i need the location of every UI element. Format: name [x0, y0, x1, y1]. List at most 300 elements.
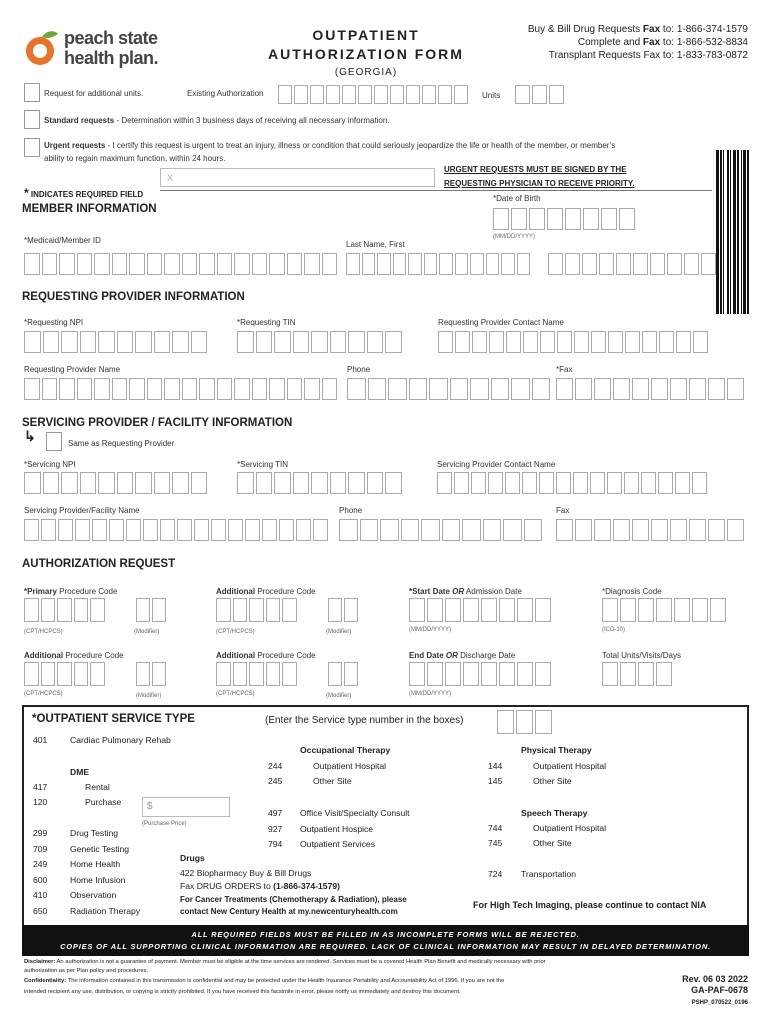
char-box[interactable]	[136, 662, 150, 686]
char-box[interactable]	[294, 85, 308, 104]
char-box[interactable]	[234, 378, 250, 400]
char-box[interactable]	[269, 378, 285, 400]
char-box[interactable]	[216, 598, 231, 622]
char-box[interactable]	[380, 519, 399, 541]
char-box[interactable]	[129, 378, 145, 400]
char-box[interactable]	[701, 253, 716, 275]
char-box[interactable]	[129, 253, 145, 275]
char-box[interactable]	[421, 519, 440, 541]
char-box[interactable]	[152, 662, 166, 686]
char-box[interactable]	[445, 598, 461, 622]
char-box[interactable]	[670, 378, 687, 400]
char-box[interactable]	[408, 253, 422, 275]
char-box[interactable]	[61, 331, 78, 353]
char-box[interactable]	[344, 598, 358, 622]
char-box[interactable]	[344, 662, 358, 686]
char-box[interactable]	[252, 253, 268, 275]
char-box[interactable]	[304, 253, 320, 275]
requesting-fax-input[interactable]	[556, 378, 746, 400]
char-box[interactable]	[160, 519, 175, 541]
char-box[interactable]	[511, 208, 527, 230]
char-box[interactable]	[342, 85, 356, 104]
char-box[interactable]	[591, 331, 606, 353]
char-box[interactable]	[117, 331, 134, 353]
char-box[interactable]	[675, 472, 690, 494]
purchase-price-input[interactable]	[142, 797, 230, 817]
char-box[interactable]	[608, 331, 623, 353]
char-box[interactable]	[540, 331, 555, 353]
char-box[interactable]	[313, 519, 328, 541]
char-box[interactable]	[362, 253, 376, 275]
char-box[interactable]	[573, 472, 588, 494]
units-input[interactable]	[515, 85, 566, 104]
char-box[interactable]	[522, 472, 537, 494]
char-box[interactable]	[147, 253, 163, 275]
servicing-phone-input[interactable]	[339, 519, 544, 541]
additional-modifier-input-3[interactable]	[328, 662, 360, 686]
char-box[interactable]	[282, 662, 297, 686]
char-box[interactable]	[727, 519, 744, 541]
member-name-input-2[interactable]	[548, 253, 718, 275]
char-box[interactable]	[237, 472, 254, 494]
total-units-input[interactable]	[602, 662, 674, 686]
char-box[interactable]	[59, 378, 75, 400]
char-box[interactable]	[58, 519, 73, 541]
char-box[interactable]	[191, 331, 208, 353]
char-box[interactable]	[136, 598, 150, 622]
char-box[interactable]	[535, 710, 552, 734]
char-box[interactable]	[427, 662, 443, 686]
char-box[interactable]	[266, 662, 281, 686]
char-box[interactable]	[455, 253, 469, 275]
char-box[interactable]	[393, 253, 407, 275]
char-box[interactable]	[556, 472, 571, 494]
char-box[interactable]	[233, 598, 248, 622]
char-box[interactable]	[462, 519, 481, 541]
char-box[interactable]	[517, 598, 533, 622]
char-box[interactable]	[164, 253, 180, 275]
char-box[interactable]	[557, 331, 572, 353]
char-box[interactable]	[708, 519, 725, 541]
char-box[interactable]	[98, 331, 115, 353]
char-box[interactable]	[517, 253, 531, 275]
char-box[interactable]	[409, 378, 428, 400]
char-box[interactable]	[517, 662, 533, 686]
char-box[interactable]	[322, 253, 338, 275]
char-box[interactable]	[233, 662, 248, 686]
char-box[interactable]	[638, 662, 654, 686]
char-box[interactable]	[499, 662, 515, 686]
char-box[interactable]	[278, 85, 292, 104]
char-box[interactable]	[266, 598, 281, 622]
char-box[interactable]	[620, 662, 636, 686]
char-box[interactable]	[602, 662, 618, 686]
char-box[interactable]	[346, 253, 360, 275]
servicing-contact-input[interactable]	[437, 472, 709, 494]
char-box[interactable]	[549, 85, 564, 104]
char-box[interactable]	[339, 519, 358, 541]
char-box[interactable]	[470, 378, 489, 400]
char-box[interactable]	[499, 598, 515, 622]
char-box[interactable]	[274, 331, 291, 353]
char-box[interactable]	[450, 378, 469, 400]
char-box[interactable]	[471, 472, 486, 494]
char-box[interactable]	[77, 378, 93, 400]
char-box[interactable]	[483, 519, 502, 541]
char-box[interactable]	[98, 472, 115, 494]
char-box[interactable]	[143, 519, 158, 541]
char-box[interactable]	[374, 85, 388, 104]
char-box[interactable]	[689, 519, 706, 541]
requesting-tin-input[interactable]	[237, 331, 404, 353]
char-box[interactable]	[599, 253, 614, 275]
char-box[interactable]	[296, 519, 311, 541]
char-box[interactable]	[311, 472, 328, 494]
char-box[interactable]	[515, 85, 530, 104]
char-box[interactable]	[575, 519, 592, 541]
char-box[interactable]	[409, 598, 425, 622]
char-box[interactable]	[41, 519, 56, 541]
char-box[interactable]	[377, 253, 391, 275]
char-box[interactable]	[523, 331, 538, 353]
char-box[interactable]	[126, 519, 141, 541]
diagnosis-input[interactable]	[602, 598, 728, 622]
char-box[interactable]	[409, 662, 425, 686]
char-box[interactable]	[620, 598, 636, 622]
char-box[interactable]	[328, 598, 342, 622]
char-box[interactable]	[632, 519, 649, 541]
char-box[interactable]	[80, 331, 97, 353]
requesting-phone-input[interactable]	[347, 378, 552, 400]
char-box[interactable]	[505, 472, 520, 494]
char-box[interactable]	[516, 710, 533, 734]
char-box[interactable]	[24, 519, 39, 541]
char-box[interactable]	[112, 378, 128, 400]
char-box[interactable]	[424, 253, 438, 275]
char-box[interactable]	[594, 519, 611, 541]
additional-modifier-input-1[interactable]	[328, 598, 360, 622]
char-box[interactable]	[57, 662, 72, 686]
char-box[interactable]	[152, 598, 166, 622]
char-box[interactable]	[565, 208, 581, 230]
char-box[interactable]	[565, 253, 580, 275]
char-box[interactable]	[61, 472, 78, 494]
char-box[interactable]	[641, 472, 656, 494]
char-box[interactable]	[256, 331, 273, 353]
char-box[interactable]	[293, 331, 310, 353]
char-box[interactable]	[245, 519, 260, 541]
char-box[interactable]	[24, 253, 40, 275]
requesting-contact-input[interactable]	[438, 331, 710, 353]
char-box[interactable]	[147, 378, 163, 400]
servicing-npi-input[interactable]	[24, 472, 209, 494]
char-box[interactable]	[182, 253, 198, 275]
char-box[interactable]	[172, 472, 189, 494]
char-box[interactable]	[650, 253, 665, 275]
char-box[interactable]	[574, 331, 589, 353]
char-box[interactable]	[613, 519, 630, 541]
char-box[interactable]	[493, 208, 509, 230]
char-box[interactable]	[367, 472, 384, 494]
char-box[interactable]	[24, 662, 39, 686]
char-box[interactable]	[642, 331, 657, 353]
char-box[interactable]	[112, 253, 128, 275]
char-box[interactable]	[311, 331, 328, 353]
additional-procedure-input-3[interactable]	[216, 662, 299, 686]
char-box[interactable]	[262, 519, 277, 541]
char-box[interactable]	[249, 662, 264, 686]
medicaid-input[interactable]	[24, 253, 339, 275]
char-box[interactable]	[368, 378, 387, 400]
char-box[interactable]	[92, 519, 107, 541]
char-box[interactable]	[503, 519, 522, 541]
char-box[interactable]	[269, 253, 285, 275]
char-box[interactable]	[481, 598, 497, 622]
char-box[interactable]	[234, 253, 250, 275]
char-box[interactable]	[249, 598, 264, 622]
char-box[interactable]	[109, 519, 124, 541]
char-box[interactable]	[590, 472, 605, 494]
char-box[interactable]	[57, 598, 72, 622]
char-box[interactable]	[689, 378, 706, 400]
service-type-input[interactable]	[497, 710, 554, 734]
char-box[interactable]	[619, 208, 635, 230]
char-box[interactable]	[535, 598, 551, 622]
char-box[interactable]	[358, 85, 372, 104]
char-box[interactable]	[710, 598, 726, 622]
char-box[interactable]	[199, 378, 215, 400]
additional-modifier-input-2[interactable]	[136, 662, 168, 686]
char-box[interactable]	[279, 519, 294, 541]
char-box[interactable]	[293, 472, 310, 494]
char-box[interactable]	[217, 378, 233, 400]
char-box[interactable]	[388, 378, 407, 400]
char-box[interactable]	[41, 598, 56, 622]
char-box[interactable]	[330, 331, 347, 353]
member-name-input[interactable]	[346, 253, 532, 275]
char-box[interactable]	[429, 378, 448, 400]
char-box[interactable]	[463, 598, 479, 622]
requesting-name-input[interactable]	[24, 378, 339, 400]
char-box[interactable]	[322, 378, 338, 400]
char-box[interactable]	[488, 472, 503, 494]
char-box[interactable]	[182, 378, 198, 400]
char-box[interactable]	[348, 331, 365, 353]
char-box[interactable]	[625, 331, 640, 353]
char-box[interactable]	[310, 85, 324, 104]
char-box[interactable]	[390, 85, 404, 104]
char-box[interactable]	[422, 85, 436, 104]
char-box[interactable]	[252, 378, 268, 400]
char-box[interactable]	[135, 472, 152, 494]
additional-procedure-input-2[interactable]	[24, 662, 107, 686]
char-box[interactable]	[582, 253, 597, 275]
char-box[interactable]	[24, 331, 41, 353]
char-box[interactable]	[524, 519, 543, 541]
char-box[interactable]	[472, 331, 487, 353]
char-box[interactable]	[59, 253, 75, 275]
char-box[interactable]	[438, 331, 453, 353]
char-box[interactable]	[164, 378, 180, 400]
additional-units-checkbox[interactable]	[24, 83, 40, 102]
char-box[interactable]	[454, 472, 469, 494]
servicing-fax-input[interactable]	[556, 519, 746, 541]
char-box[interactable]	[489, 331, 504, 353]
end-date-input[interactable]	[409, 662, 553, 686]
char-box[interactable]	[535, 662, 551, 686]
char-box[interactable]	[90, 662, 105, 686]
char-box[interactable]	[211, 519, 226, 541]
char-box[interactable]	[497, 710, 514, 734]
char-box[interactable]	[613, 378, 630, 400]
char-box[interactable]	[42, 253, 58, 275]
char-box[interactable]	[708, 378, 725, 400]
char-box[interactable]	[117, 472, 134, 494]
char-box[interactable]	[348, 472, 365, 494]
char-box[interactable]	[455, 331, 470, 353]
char-box[interactable]	[651, 519, 668, 541]
char-box[interactable]	[282, 598, 297, 622]
char-box[interactable]	[216, 662, 231, 686]
char-box[interactable]	[548, 253, 563, 275]
char-box[interactable]	[651, 378, 668, 400]
char-box[interactable]	[463, 662, 479, 686]
char-box[interactable]	[656, 662, 672, 686]
char-box[interactable]	[135, 331, 152, 353]
char-box[interactable]	[506, 331, 521, 353]
char-box[interactable]	[539, 472, 554, 494]
servicing-tin-input[interactable]	[237, 472, 404, 494]
char-box[interactable]	[191, 472, 208, 494]
char-box[interactable]	[427, 598, 443, 622]
char-box[interactable]	[237, 331, 254, 353]
char-box[interactable]	[304, 378, 320, 400]
char-box[interactable]	[692, 472, 707, 494]
char-box[interactable]	[24, 472, 41, 494]
char-box[interactable]	[667, 253, 682, 275]
primary-modifier-input[interactable]	[136, 598, 168, 622]
char-box[interactable]	[607, 472, 622, 494]
char-box[interactable]	[676, 331, 691, 353]
char-box[interactable]	[727, 378, 744, 400]
char-box[interactable]	[194, 519, 209, 541]
char-box[interactable]	[616, 253, 631, 275]
requesting-npi-input[interactable]	[24, 331, 209, 353]
char-box[interactable]	[601, 208, 617, 230]
char-box[interactable]	[638, 598, 654, 622]
servicing-name-input[interactable]	[24, 519, 330, 541]
char-box[interactable]	[401, 519, 420, 541]
char-box[interactable]	[575, 378, 592, 400]
char-box[interactable]	[684, 253, 699, 275]
char-box[interactable]	[632, 378, 649, 400]
start-date-input[interactable]	[409, 598, 553, 622]
char-box[interactable]	[445, 662, 461, 686]
char-box[interactable]	[670, 519, 687, 541]
urgent-request-checkbox[interactable]	[24, 138, 40, 157]
char-box[interactable]	[287, 378, 303, 400]
char-box[interactable]	[256, 472, 273, 494]
char-box[interactable]	[656, 598, 672, 622]
char-box[interactable]	[692, 598, 708, 622]
char-box[interactable]	[90, 598, 105, 622]
standard-request-checkbox[interactable]	[24, 110, 40, 129]
char-box[interactable]	[228, 519, 243, 541]
dob-input[interactable]	[493, 208, 637, 230]
char-box[interactable]	[24, 598, 39, 622]
char-box[interactable]	[385, 331, 402, 353]
char-box[interactable]	[633, 253, 648, 275]
additional-procedure-input-1[interactable]	[216, 598, 299, 622]
char-box[interactable]	[602, 598, 618, 622]
char-box[interactable]	[438, 85, 452, 104]
char-box[interactable]	[41, 662, 56, 686]
char-box[interactable]	[437, 472, 452, 494]
char-box[interactable]	[328, 662, 342, 686]
char-box[interactable]	[529, 208, 545, 230]
char-box[interactable]	[442, 519, 461, 541]
char-box[interactable]	[486, 253, 500, 275]
char-box[interactable]	[674, 598, 690, 622]
char-box[interactable]	[491, 378, 510, 400]
char-box[interactable]	[658, 472, 673, 494]
char-box[interactable]	[367, 331, 384, 353]
char-box[interactable]	[94, 253, 110, 275]
char-box[interactable]	[172, 331, 189, 353]
char-box[interactable]	[77, 253, 93, 275]
char-box[interactable]	[177, 519, 192, 541]
char-box[interactable]	[556, 378, 573, 400]
char-box[interactable]	[659, 331, 674, 353]
char-box[interactable]	[330, 472, 347, 494]
char-box[interactable]	[74, 598, 89, 622]
char-box[interactable]	[74, 662, 89, 686]
existing-auth-input[interactable]	[278, 85, 470, 104]
char-box[interactable]	[501, 253, 515, 275]
char-box[interactable]	[43, 472, 60, 494]
char-box[interactable]	[287, 253, 303, 275]
char-box[interactable]	[439, 253, 453, 275]
char-box[interactable]	[385, 472, 402, 494]
char-box[interactable]	[199, 253, 215, 275]
char-box[interactable]	[75, 519, 90, 541]
char-box[interactable]	[154, 472, 171, 494]
char-box[interactable]	[94, 378, 110, 400]
char-box[interactable]	[594, 378, 611, 400]
char-box[interactable]	[532, 378, 551, 400]
char-box[interactable]	[406, 85, 420, 104]
char-box[interactable]	[274, 472, 291, 494]
char-box[interactable]	[556, 519, 573, 541]
char-box[interactable]	[624, 472, 639, 494]
char-box[interactable]	[470, 253, 484, 275]
char-box[interactable]	[24, 378, 40, 400]
char-box[interactable]	[511, 378, 530, 400]
char-box[interactable]	[454, 85, 468, 104]
char-box[interactable]	[583, 208, 599, 230]
char-box[interactable]	[693, 331, 708, 353]
same-as-requesting-checkbox[interactable]	[46, 432, 62, 451]
physician-signature-input[interactable]	[160, 168, 435, 187]
char-box[interactable]	[154, 331, 171, 353]
char-box[interactable]	[532, 85, 547, 104]
char-box[interactable]	[481, 662, 497, 686]
char-box[interactable]	[80, 472, 97, 494]
char-box[interactable]	[547, 208, 563, 230]
primary-procedure-input[interactable]	[24, 598, 107, 622]
char-box[interactable]	[360, 519, 379, 541]
char-box[interactable]	[326, 85, 340, 104]
